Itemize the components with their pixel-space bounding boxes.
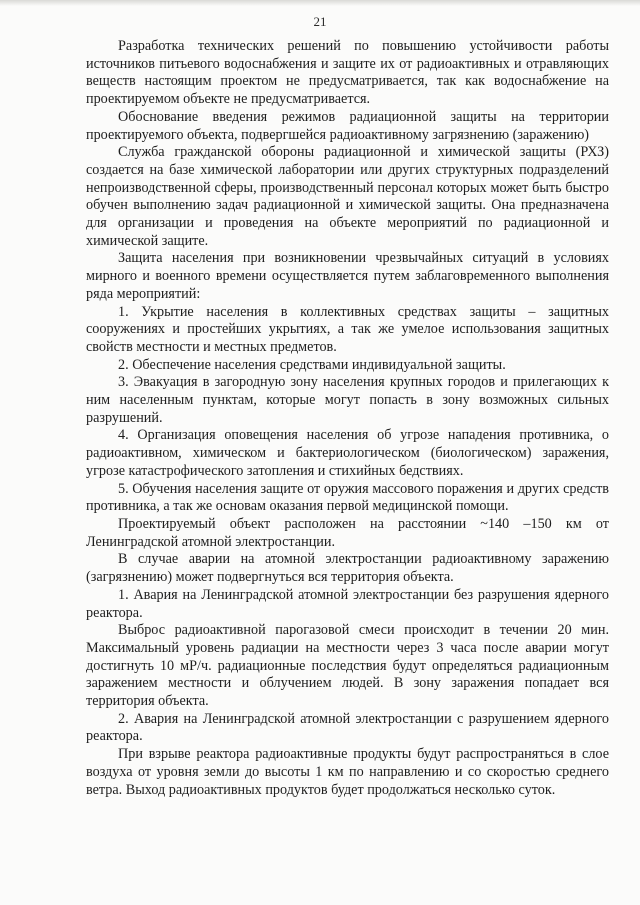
paragraph-accident-2-heading: 2. Авария на Ленинградской атомной электростанции с разрушением ядерного реактора. [86,710,609,745]
paragraph-accident-1-heading: 1. Авария на Ленинградской атомной электростанции без разрушения ядерного реактора. [86,586,609,621]
list-item-shelter: 1. Укрытие населения в коллективных средствах защиты – защитных сооружениях и простейших укрытиях, а так же умелое использования защитных свойств местности и местных предметов. [86,303,609,355]
document-body [86,38,609,799]
paragraph-accident-2-details: При взрыве реактора радиоактивные продукты будут распространяться в слое воздуха от уровня земли до высоты 1 км по направлению и со скоростью среднего ветра. Выход радиоактивных продуктов будет продолжаться несколько суток. [86,746,609,798]
paragraph-distance: Проектируемый объект расположен на расстоянии ~140 –150 км от Ленинградской атомной электростанции. [86,515,609,550]
paragraph-accident-1-details: Выброс радиоактивной парогазовой смеси происходит в течении 20 мин. Максимальный уровень радиации на местности через 3 часа после аварии могут достигнуть 10 мР/ч. радиационные последствия будут определяться радиационным заражением местности и облучением людей. В зону заражения попадает вся территория объекта. [86,622,609,710]
paragraph-population-protection: Защита населения при возникновении чрезвычайных ситуаций в условиях мирного и военного времени осуществляется путем заблаговременного выполнения ряда мероприятий: [86,250,609,302]
paragraph-rkhz-service: Служба гражданской обороны радиационной и химической защиты (РХЗ) создается на базе химической лаборатории или других структурных подразделений непроизводственной сферы, производственный персонал которых может быть быстро обучен выполнению задач радиационной и химической защиты. Она предназначена для организации и проведения на объекте мероприятий по радиационной и химической защите. [86,144,609,249]
list-item-training: 5. Обучения населения защите от оружия массового поражения и других средств противника, а так же основам оказания первой медицинской помощи. [86,480,609,515]
list-item-ppe: 2. Обеспечение населения средствами индивидуальной защиты. [118,356,506,373]
paragraph-water-supply: Разработка технических решений по повышению устойчивости работы источников питьевого водоснабжения и защите их от радиоактивных и отравляющих веществ настоящим проектом не предусматривается, так как водоснабжение на проектируемом объекте не предусматривается. [86,38,609,108]
scan-edge [0,0,640,6]
paragraph-radiation-regimes-heading: Обоснование введения режимов радиационной защиты на территории проектируемого объекта, подвергшейся радиоактивному загрязнению (заражению) [86,108,609,143]
paragraph-accident-contamination: В случае аварии на атомной электростанции радиоактивному заражению (загрязнению) может подвергнуться вся территория объекта. [86,551,609,586]
list-item-evacuation: 3. Эвакуация в загородную зону населения крупных городов и прилегающих к ним населенным пунктам, которые могут попасть в зону возможных сильных разрушений. [86,374,609,426]
list-item-warning: 4. Организация оповещения населения об угрозе нападения противника, о радиоактивном, химическом и бактериологическом (биологическом) заражения, угрозе катастрофического затопления и стихийных бедствиях. [86,427,609,479]
page-number: 21 [313,14,327,29]
